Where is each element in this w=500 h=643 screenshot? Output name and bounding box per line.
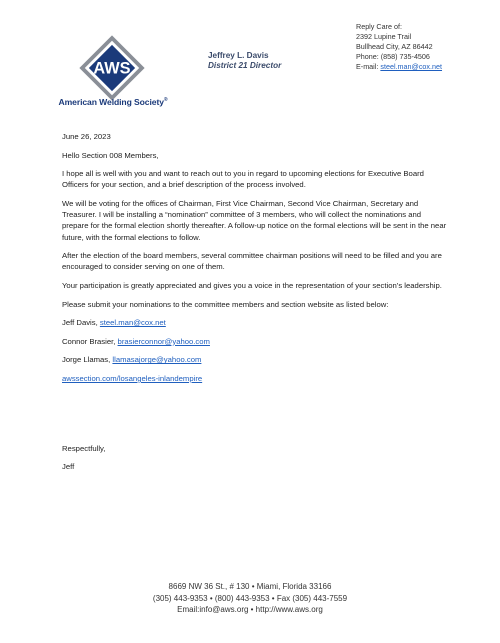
letter-date: June 26, 2023: [62, 132, 111, 141]
reply-street: 2392 Lupine Trail: [356, 32, 412, 41]
footer-web: Email:info@aws.org • http://www.aws.org: [177, 605, 323, 614]
logo-text: AWS: [93, 59, 131, 78]
reply-email-line: E-mail: steel.man@cox.net: [356, 62, 443, 71]
director-title: District 21 Director: [208, 61, 282, 70]
letter-body: [62, 131, 447, 480]
aws-logo: [78, 34, 146, 102]
contact-line: Jeff Davis, steel.man@cox.net: [62, 318, 166, 328]
reply-label: Reply Care of:: [356, 22, 402, 31]
spacer: [62, 392, 447, 443]
paragraph: We will be voting for the offices of Chairman, First Vice Chairman, Second Vice Chairman, Secretary and Treasurer. I will be installing a “nomination” committee of 3 members, who will collect the nominations and prepare for the formal election shortly thereafter. A follow-up notice on the formal elections will be sent in the near future, with the formal elections to follow.: [62, 198, 447, 242]
reply-city: Bullhead City, AZ 86442: [356, 42, 433, 51]
footer-address: 8669 NW 36 St., # 130 • Miami, Florida 33166: [168, 582, 332, 591]
paragraph: I hope all is well with you and want to reach out to you in regard to upcoming elections for Executive Board Officers for your section, and a brief description of the process involved.: [62, 169, 424, 190]
footer-phones: (305) 443-9353 • (800) 443-9353 • Fax (305) 443-7559: [152, 593, 348, 603]
reply-phone: Phone: (858) 735-4506: [356, 52, 430, 61]
closing: Respectfully,: [62, 443, 106, 453]
paragraph: Your participation is greatly appreciated and gives you a voice in the representation of your section’s leadership.: [62, 280, 442, 290]
signature: Jeff: [62, 462, 75, 472]
website-line: [62, 373, 447, 384]
footer: [0, 581, 500, 616]
letter-greeting: Hello Section 008 Members,: [62, 150, 159, 160]
contact-line: Jorge Llamas, llamasajorge@yahoo.com: [62, 355, 202, 365]
director-name: Jeffrey L. Davis: [208, 51, 269, 60]
paragraph: After the election of the board members, several committee chairman positions will need to be filled and you are encouraged to consider serving on one of them.: [62, 251, 442, 272]
director-block: [208, 51, 281, 70]
website-link[interactable]: awssection.com/losangeles-inlandempire: [62, 373, 203, 383]
org-name: American Welding Society®: [58, 97, 168, 107]
paragraph: Please submit your nominations to the committee members and section website as listed below:: [62, 299, 389, 309]
reply-email-link[interactable]: steel.man@cox.net: [380, 62, 443, 71]
contact-email-link[interactable]: steel.man@cox.net: [99, 318, 166, 328]
contact-email-link[interactable]: brasierconnor@yahoo.com: [117, 336, 210, 346]
contact-email-link[interactable]: llamasajorge@yahoo.com: [112, 355, 202, 365]
reply-address: [356, 22, 442, 72]
contact-line: Connor Brasier, brasierconnor@yahoo.com: [62, 336, 210, 346]
